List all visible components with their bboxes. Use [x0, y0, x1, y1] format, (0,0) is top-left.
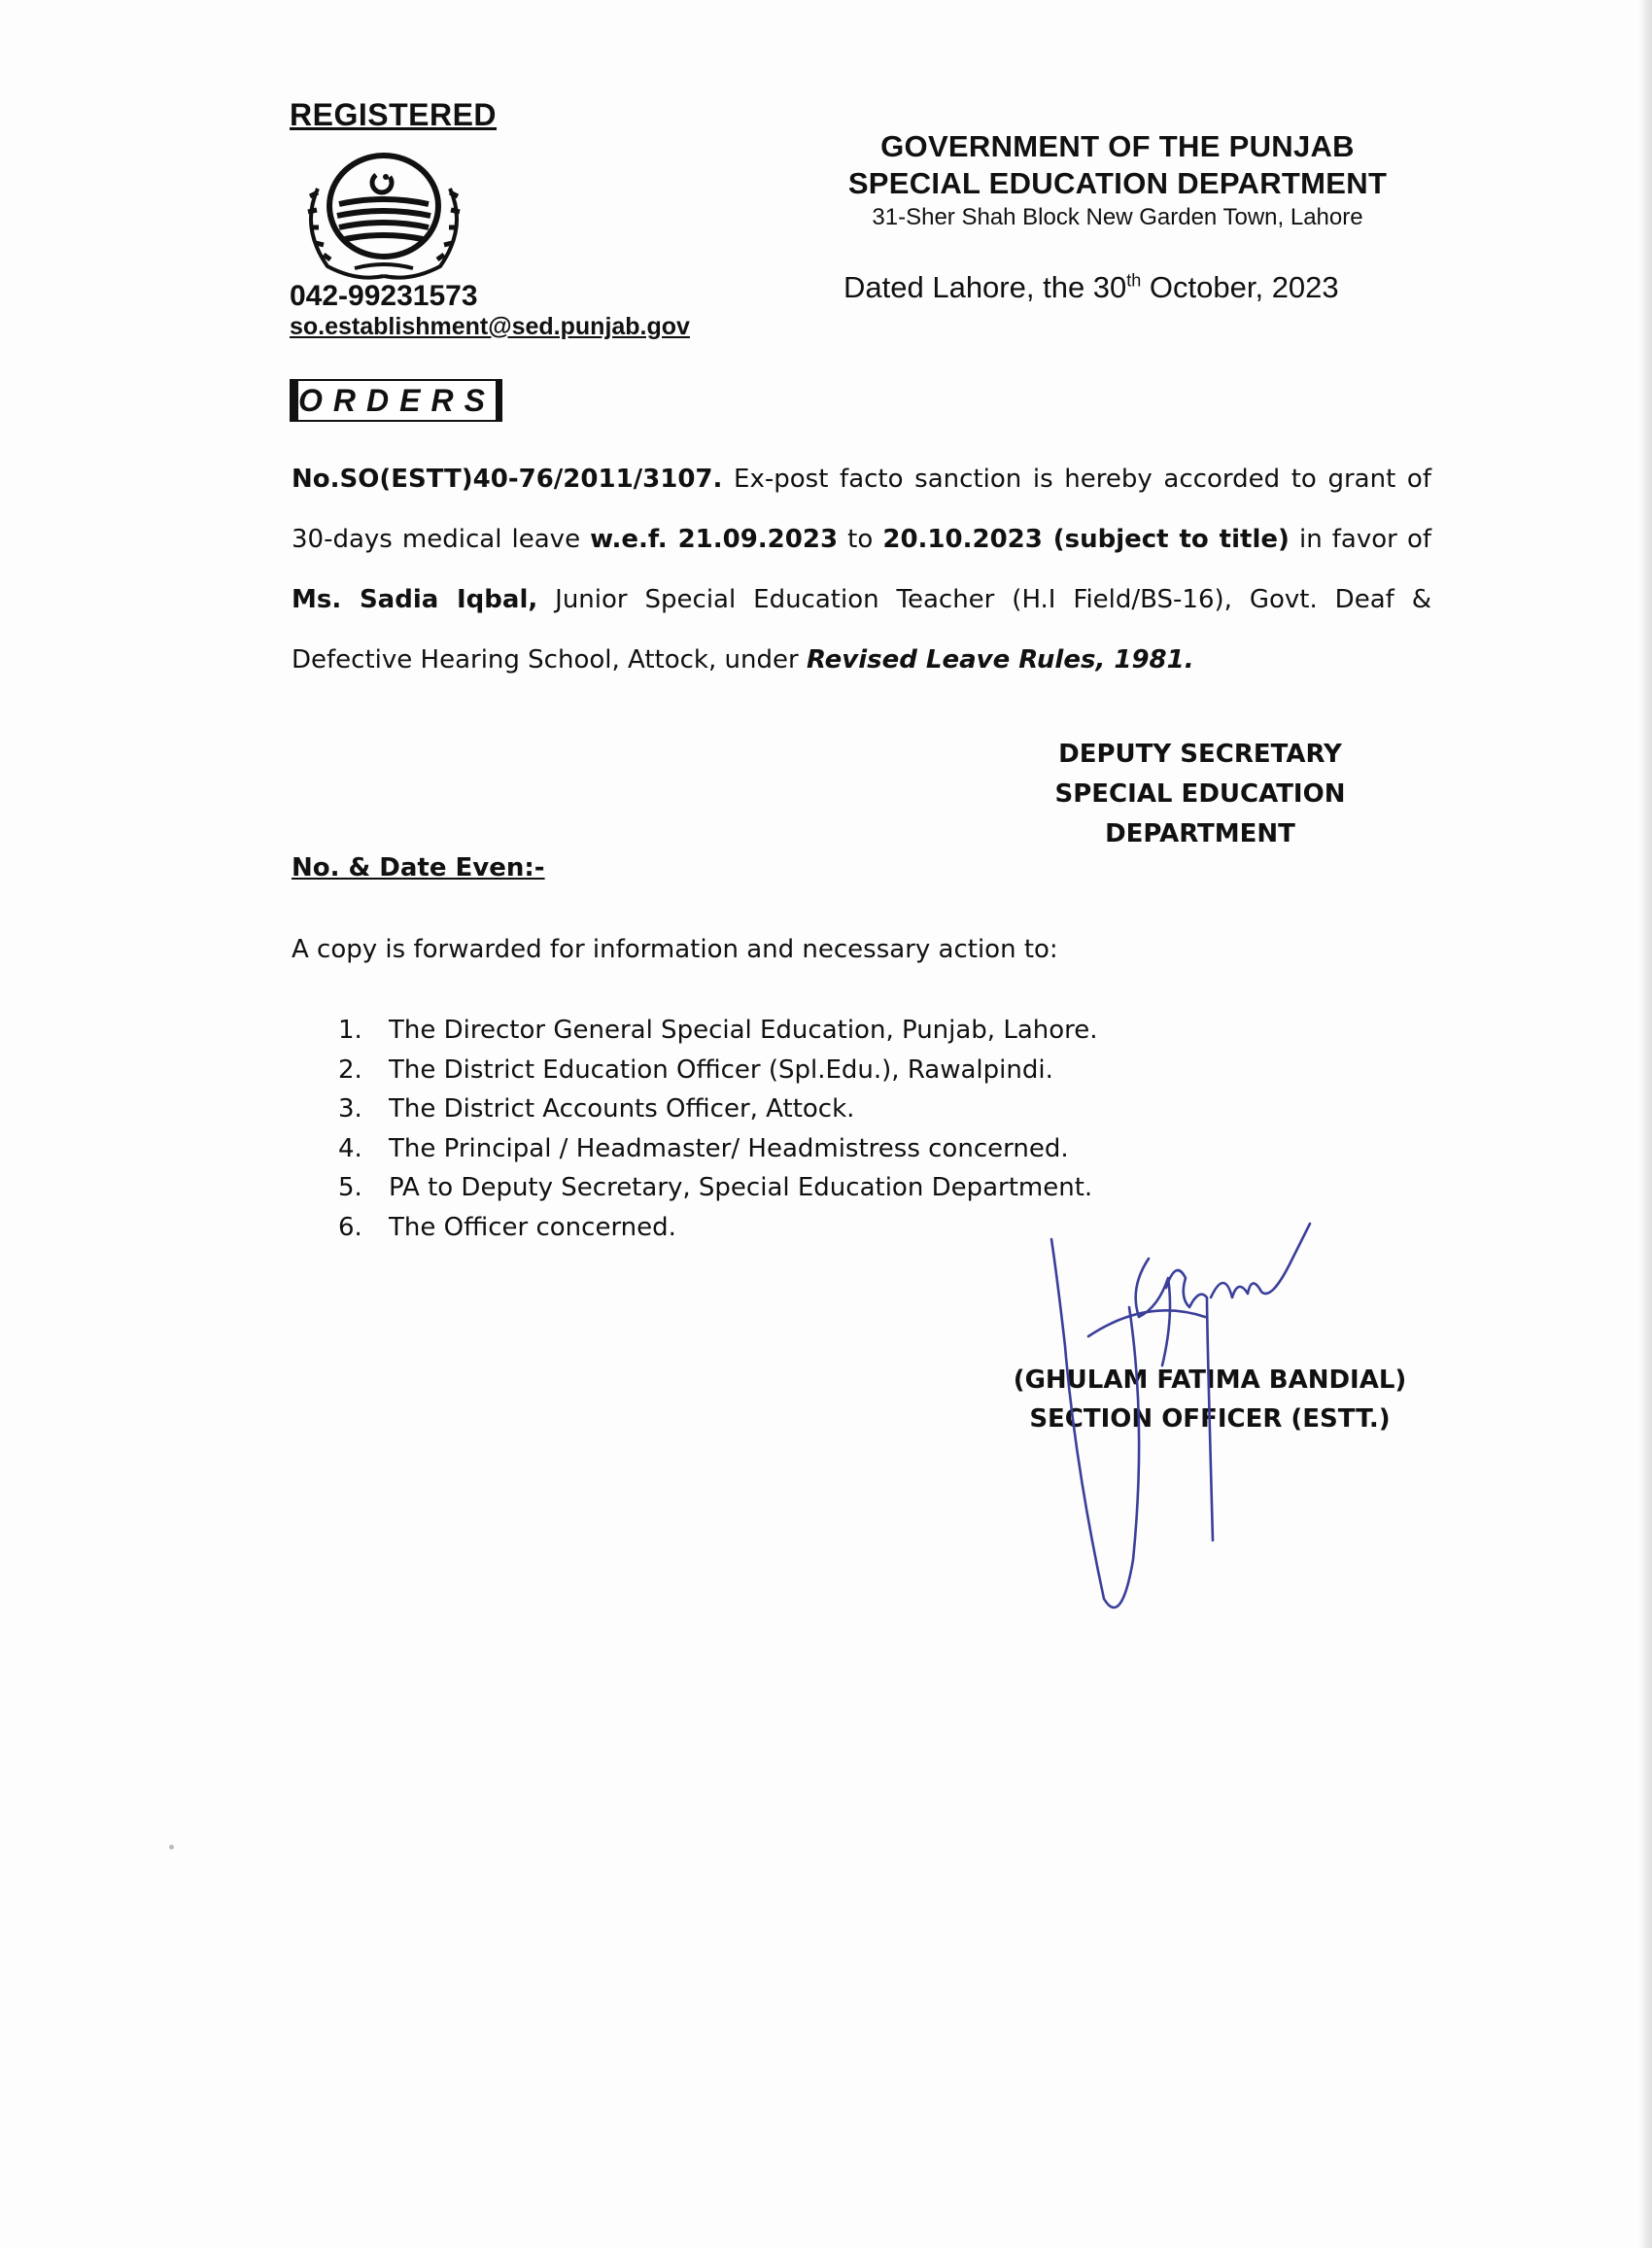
department-title: SPECIAL EDUCATION DEPARTMENT: [847, 166, 1388, 200]
copy-forwarded-text: A copy is forwarded for information and necessary action to:: [292, 935, 1058, 964]
department-header: [777, 128, 1458, 233]
handwritten-signature-icon: [1030, 1220, 1360, 1628]
leave-end-date: 20.10.2023 (subject to title): [882, 525, 1290, 554]
signatory-name: (GHULAM FATIMA BANDIAL): [1013, 1366, 1407, 1395]
deputy-secretary-block: DEPUTY SECRETARY SPECIAL EDUCATION DEPARTMENT: [1054, 740, 1346, 848]
no-date-even: No. & Date Even:-: [292, 853, 545, 882]
punjab-emblem-icon: [296, 146, 471, 282]
phone-number: 042-99231573: [290, 280, 478, 312]
recipients-list: [338, 1011, 1098, 1247]
list-item: 3. The District Accounts Officer, Attock.: [338, 1094, 855, 1124]
government-title: GOVERNMENT OF THE PUNJAB: [880, 129, 1355, 163]
list-item: 4. The Principal / Headmaster/ Headmistress concerned.: [338, 1133, 1069, 1163]
order-paragraph: No.SO(ESTT)40-76/2011/3107. Ex-post facto sanction is hereby accorded to grant of 30-days medical leave w.e.f. 21.09.2023 to 20.10.2023 (subject to title) in favor of Ms. Sadia Iqbal, Junior Special Education Teacher (H.I Field/BS-16), Govt. Deaf & Defective Hearing School, Attock, under Revised Leave Rules, 1981.: [292, 465, 1432, 674]
leave-start-date: w.e.f. 21.09.2023: [590, 525, 839, 554]
registered-label: REGISTERED: [290, 97, 498, 132]
order-number: No.SO(ESTT)40-76/2011/3107.: [292, 465, 723, 494]
list-item: 6. The Officer concerned.: [338, 1212, 676, 1242]
list-item: 5. PA to Deputy Secretary, Special Education Department.: [338, 1173, 1093, 1202]
list-item: 1. The Director General Special Education, Punjab, Lahore.: [338, 1016, 1098, 1045]
employee-name: Ms. Sadia Iqbal,: [292, 585, 538, 614]
scan-speck: [169, 1845, 174, 1850]
page-edge-shadow: [1638, 0, 1652, 2248]
document-date: Dated Lahore, the 30th October, 2023: [843, 270, 1339, 304]
email-link[interactable]: so.establishment@sed.punjab.gov: [290, 313, 690, 340]
list-item: 2. The District Education Officer (Spl.Edu.), Rawalpindi.: [338, 1055, 1053, 1085]
department-address: 31-Sher Shah Block New Garden Town, Lahore: [872, 204, 1363, 230]
signatory-title: SECTION OFFICER (ESTT.): [1029, 1404, 1391, 1434]
leave-rules: Revised Leave Rules, 1981.: [806, 645, 1194, 674]
orders-heading: ORDERS: [290, 379, 502, 422]
